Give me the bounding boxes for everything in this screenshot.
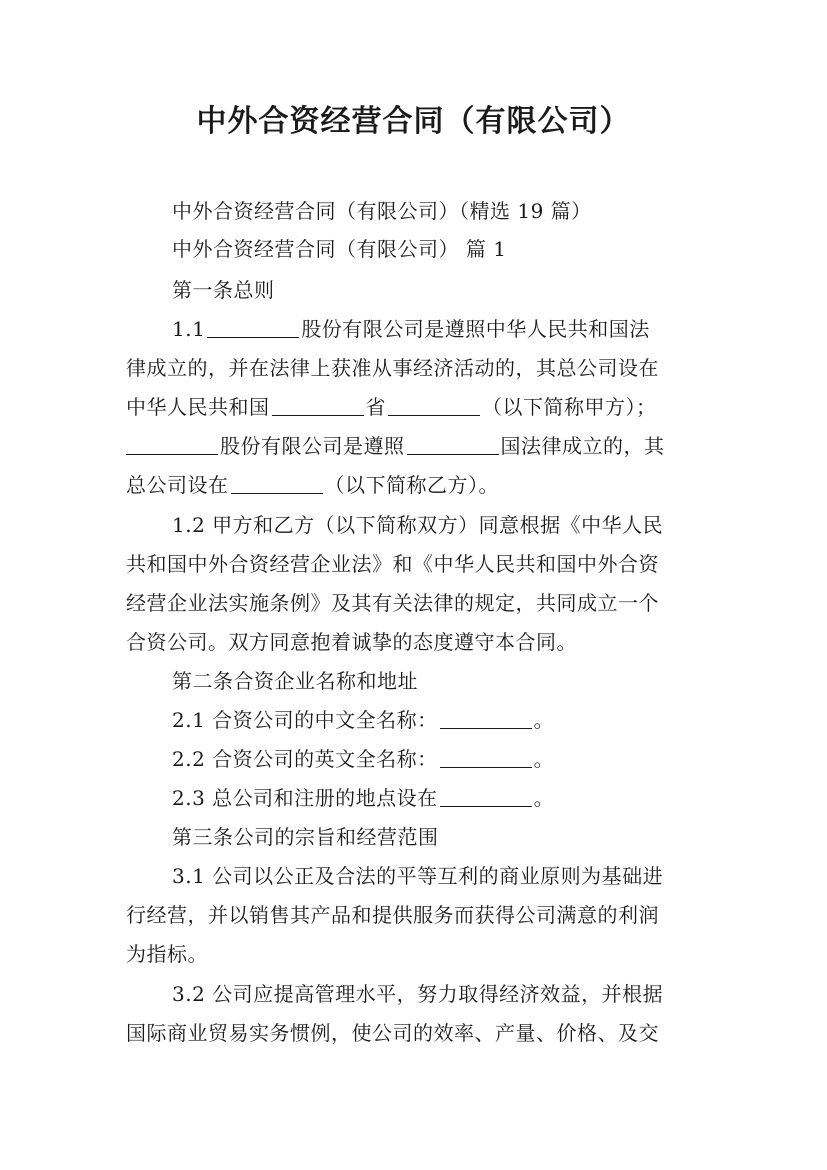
- text-segment: 中华人民共和国: [126, 395, 270, 419]
- blank-field: [272, 395, 364, 416]
- paragraph-3-2-line-1: 3.2 公司应提高管理水平，努力取得经济效益，并根据: [172, 982, 664, 1006]
- paragraph-1-2-line-2: 共和国中外合资经营企业法》和《中华人民共和国中外合资: [126, 552, 659, 576]
- chapter-heading: 中外合资经营合同（有限公司） 篇 1: [172, 237, 507, 261]
- paragraph-1-2-line-4: 合资公司。双方同意抱着诚挚的态度遵守本合同。: [126, 630, 577, 654]
- paragraph-1-1-line-5: [126, 472, 499, 498]
- text-segment: 股份有限公司是遵照中华人民共和国法: [301, 317, 650, 341]
- blank-field: [440, 747, 532, 768]
- paragraph-3-1-line-2: 行经营，并以销售其产品和提供服务而获得公司满意的利润: [126, 903, 659, 927]
- paragraph-2-1: [172, 707, 554, 733]
- paragraph-1-2-line-3: 经营企业法实施条例》及其有关法律的规定，共同成立一个: [126, 591, 659, 615]
- text-segment: 总公司设在: [126, 473, 229, 497]
- text-segment: 省: [365, 395, 386, 419]
- blank-field: [231, 473, 323, 494]
- blank-field: [126, 434, 218, 455]
- blank-field: [207, 317, 299, 338]
- text-segment: 。: [533, 747, 555, 771]
- text-segment: 2.2 合资公司的英文全名称：: [172, 747, 438, 771]
- paragraph-3-1-line-3: 为指标。: [126, 942, 208, 966]
- text-segment: 2.1 合资公司的中文全名称：: [172, 708, 438, 732]
- blank-field: [440, 708, 532, 729]
- text-segment: （以下简称甲方）；: [482, 395, 657, 419]
- blank-field: [407, 434, 499, 455]
- paragraph-1-1-line-4: [126, 433, 665, 459]
- paragraph-2-3: [172, 785, 554, 811]
- paragraph-1-2-line-1: 1.2 甲方和乙方（以下简称双方）同意根据《中华人民: [172, 513, 664, 537]
- text-segment: 2.3 总公司和注册的地点设在: [172, 786, 438, 810]
- paragraph-1-1-line-2: 律成立的，并在法律上获准从事经济活动的，其总公司设在: [126, 356, 659, 380]
- paragraph-1-1-line-3: [126, 394, 657, 420]
- document-title: 中外合资经营合同（有限公司）: [196, 104, 631, 139]
- article-1-heading: 第一条总则: [172, 278, 275, 302]
- text-segment: 。: [533, 786, 555, 810]
- text-segment: 国法律成立的，其: [500, 434, 665, 458]
- text-segment: 1.1: [172, 317, 206, 341]
- blank-field: [440, 786, 532, 807]
- article-3-heading: 第三条公司的宗旨和经营范围: [172, 825, 439, 849]
- text-segment: 股份有限公司是遵照: [220, 434, 405, 458]
- blank-field: [388, 395, 480, 416]
- paragraph-2-2: [172, 746, 554, 772]
- text-segment: （以下简称乙方）。: [324, 473, 499, 497]
- article-2-heading: 第二条合资企业名称和地址: [172, 669, 418, 693]
- text-segment: 。: [533, 708, 555, 732]
- paragraph-3-1-line-1: 3.1 公司以公正及合法的平等互利的商业原则为基础进: [172, 864, 664, 888]
- paragraph-1-1-line-1: [172, 316, 650, 342]
- paragraph-3-2-line-2: 国际商业贸易实务惯例，使公司的效率、产量、价格、及交: [126, 1021, 659, 1045]
- document-subtitle: 中外合资经营合同（有限公司）（精选 19 篇）: [172, 199, 592, 223]
